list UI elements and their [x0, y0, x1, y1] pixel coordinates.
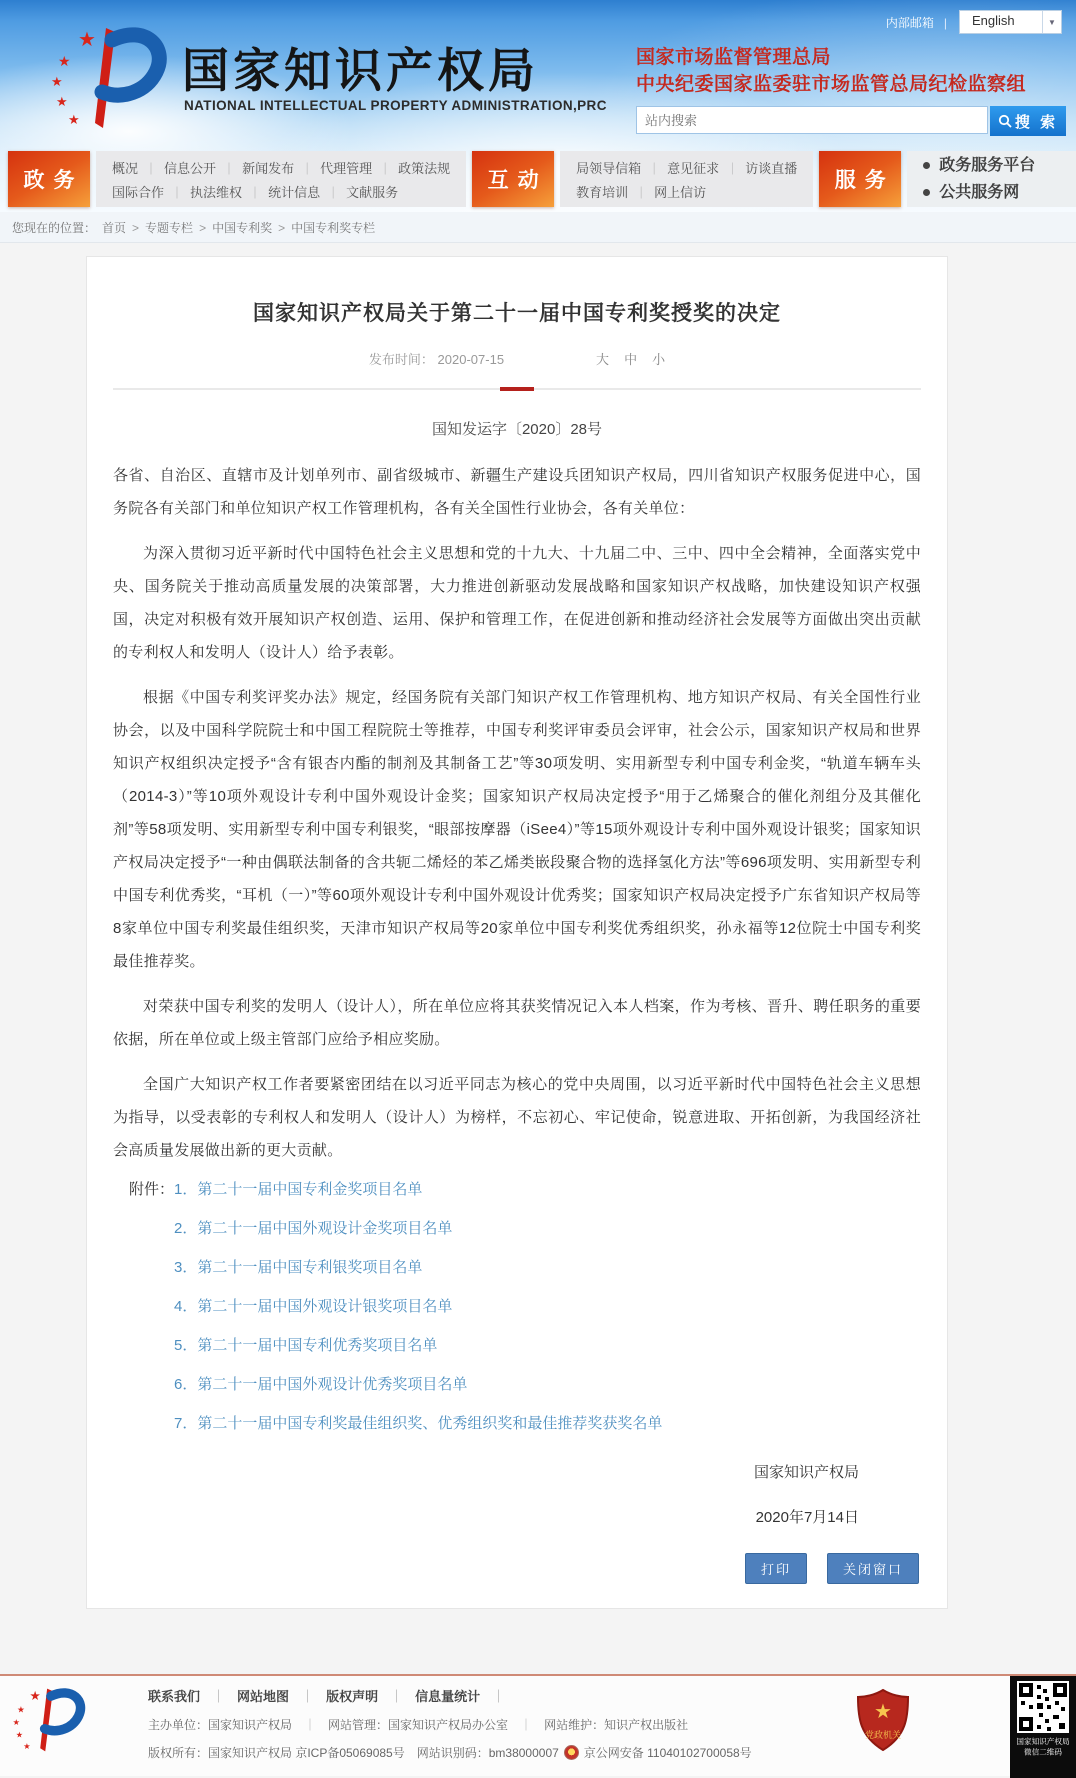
svg-text:★: ★ [23, 1741, 31, 1751]
footer-copyright-row [148, 1744, 1076, 1761]
chevron-down-icon[interactable]: ▼ [1042, 11, 1061, 33]
nav-section-zhengwu[interactable]: 政务 [8, 151, 90, 207]
org-line-1: 国家市场监督管理总局 [636, 47, 832, 68]
title-divider [113, 388, 921, 390]
star-icon: ★ [78, 29, 96, 51]
nav-link-zhifaweiquan[interactable]: 执法维权 ｜ [190, 182, 268, 201]
breadcrumb-home[interactable]: 首页 > [102, 219, 145, 236]
content-area [0, 243, 1076, 1672]
nav-link-wangshangxinfang[interactable]: 网上信访 [654, 184, 707, 200]
svg-text:★: ★ [68, 112, 80, 127]
font-size-medium[interactable]: 中 [624, 352, 638, 367]
footer-manager: 网站管理：国家知识产权局办公室 ｜ [328, 1716, 544, 1733]
nav-link-fangtanzhibo[interactable]: 访谈直播 [745, 160, 798, 176]
svg-text:★: ★ [12, 1718, 20, 1728]
publish-date: 2020-07-15 [437, 352, 505, 367]
language-label: English [972, 13, 1015, 28]
language-dropdown[interactable] [959, 10, 1062, 34]
paragraph-callout: 全国广大知识产权工作者要紧密团结在以习近平同志为核心的党中央周围，以习近平新时代中国特色社会主义思想为指导，以受表彰的专利权人和发明人（设计人）为榜样，不忘初心、牢记使命，锐意进取、开拓创新，为我国经济社会高质量发展做出新的更大贡献。 [113, 1076, 921, 1159]
nav-link-wenxianfuwu[interactable]: 文献服务 [346, 184, 399, 200]
article-title: 国家知识产权局关于第二十一届中国专利奖授奖的决定 [253, 302, 781, 325]
footer-maintainer: 网站维护：知识产权出版社 [544, 1718, 689, 1732]
paragraph-record: 对荣获中国专利奖的发明人（设计人），所在单位应将其获奖情况记入本人档案，作为考核、晋升、聘任职务的重要依据，所在单位或上级主管部门应给予相应奖励。 [113, 998, 921, 1048]
font-size-switcher [596, 349, 665, 368]
nav-link-jiaoyupeixun[interactable]: 教育培训 ｜ [576, 182, 654, 201]
nav-link-dailiguanli[interactable]: 代理管理 ｜ [320, 158, 398, 177]
internal-mail-link[interactable]: 内部邮箱 | [886, 14, 947, 31]
attachment-link-6[interactable]: 6．第二十一届中国外观设计优秀奖项目名单 [174, 1376, 468, 1393]
signature-org: 国家知识产权局 [753, 1464, 859, 1481]
footer-link-copyright[interactable]: 版权声明 ｜ [326, 1686, 415, 1705]
publish-time [369, 349, 504, 368]
paragraph-purpose: 为深入贯彻习近平新时代中国特色社会主义思想和党的十九大、十九届二中、三中、四中全会精神，全面落实党中央、国务院关于推动高质量发展的决策部署，大力推进创新驱动发展战略和国家知识产权战略，加快建设知识产权强国，决定对积极有效开展知识产权创造、运用、保护和管理工作，在促进创新和推动经济社会发展等方面做出突出贡献的专利权人和发明人（设计人）给予表彰。 [113, 545, 921, 661]
related-org-lines [636, 44, 1026, 98]
nav-section-fuwu[interactable]: 服务 [819, 151, 901, 207]
party-gov-badge-label: 党政机关 [864, 1730, 902, 1740]
attachment-link-3[interactable]: 3．第二十一届中国专利银奖项目名单 [174, 1259, 423, 1276]
article-card [86, 256, 948, 1609]
attachments-list [174, 1179, 662, 1435]
site-search [636, 106, 1066, 136]
zhengwu-menu [96, 151, 466, 207]
article-actions [113, 1553, 921, 1584]
document-number: 国知发运字〔2020〕28号 [431, 421, 603, 438]
search-icon [998, 114, 1012, 128]
service-link-zhengwufuwu[interactable]: 政务服务平台 [923, 155, 1060, 177]
signature-date: 2020年7月14日 [755, 1509, 859, 1526]
attachment-link-4[interactable]: 4．第二十一届中国外观设计银奖项目名单 [174, 1298, 453, 1315]
breadcrumb-prefix: 您现在的位置： [12, 220, 97, 235]
nav-link-xinxigongkai[interactable]: 信息公开 ｜ [164, 158, 242, 177]
nav-section-hudong[interactable]: 互动 [472, 151, 554, 207]
site-title-en: NATIONAL INTELLECTUAL PROPERTY ADMINISTRATION,PRC [184, 98, 607, 113]
nav-link-zhengcefagui[interactable]: 政策法规 [398, 160, 451, 176]
svg-text:★: ★ [874, 1701, 892, 1723]
nav-link-tongjixinxi[interactable]: 统计信息 ｜ [268, 182, 346, 201]
svg-text:★: ★ [58, 53, 71, 69]
footer-security-record[interactable]: 京公网安备 11040102700058号 [583, 1746, 752, 1760]
article-meta [113, 349, 921, 368]
breadcrumb-patent-award[interactable]: 中国专利奖 > [212, 219, 291, 236]
police-badge-icon [564, 1745, 579, 1760]
site-footer [0, 1674, 1076, 1776]
footer-link-stats[interactable]: 信息量统计 ｜ [415, 1686, 517, 1705]
search-input[interactable] [636, 106, 988, 134]
attachments-label: 附件： [129, 1181, 175, 1198]
site-title: 国家知识产权局 [182, 44, 539, 99]
attachments [113, 1179, 921, 1435]
article-body [113, 459, 921, 1167]
nav-link-julingdaoxinxiang[interactable]: 局领导信箱 ｜ [576, 158, 667, 177]
breadcrumb-topics[interactable]: 专题专栏 > [145, 219, 212, 236]
footer-logo [12, 1686, 86, 1759]
footer-link-contact[interactable]: 联系我们 ｜ [148, 1686, 237, 1705]
wechat-qr-code[interactable] [1010, 1676, 1076, 1778]
search-button[interactable] [990, 106, 1066, 136]
attachment-link-7[interactable]: 7．第二十一届中国专利奖最佳组织奖、优秀组织奖和最佳推荐奖获奖名单 [174, 1415, 663, 1432]
footer-links [148, 1686, 1076, 1705]
font-size-small[interactable]: 小 [652, 352, 666, 367]
org-line-2: 中央纪委国家监委驻市场监管总局纪检监察组 [636, 74, 1027, 95]
main-nav [0, 148, 1076, 210]
footer-sponsor-row [148, 1716, 1076, 1733]
breadcrumb-current: 中国专利奖专栏 [291, 220, 376, 235]
svg-text:★: ★ [15, 1730, 24, 1740]
hudong-menu [560, 151, 813, 207]
nav-link-xinwenfabu[interactable]: 新闻发布 ｜ [242, 158, 320, 177]
qr-caption-line1: 国家知识产权局 [1016, 1737, 1070, 1747]
nipa-logo [50, 24, 168, 137]
qr-caption-line2: 微信二维码 [1024, 1747, 1062, 1757]
svg-text:★: ★ [29, 1688, 41, 1703]
font-size-large[interactable]: 大 [596, 352, 610, 367]
attachment-link-2[interactable]: 2．第二十一届中国外观设计金奖项目名单 [174, 1220, 453, 1237]
publish-label: 发布时间： [368, 352, 434, 367]
service-link-gonggongfuwu[interactable]: 公共服务网 [923, 182, 1060, 204]
close-window-button[interactable]: 关闭窗口 [827, 1553, 919, 1584]
attachment-link-1[interactable]: 1．第二十一届中国专利金奖项目名单 [174, 1181, 423, 1198]
topbar [886, 10, 1062, 34]
footer-link-sitemap[interactable]: 网站地图 ｜ [237, 1686, 326, 1705]
footer-icp: 版权所有：国家知识产权局 京ICP备05069085号 网站识别码：bm38000007 [148, 1746, 559, 1760]
paragraph-awards: 根据《中国专利奖评奖办法》规定，经国务院有关部门知识产权工作管理机构、地方知识产权局、有关全国性行业协会，以及中国科学院院士和中国工程院院士等推荐，中国专利奖评审委员会评审，社会公示，国家知识产权局和世界知识产权组织决定授予“含有银杏内酯的制剂及其制备工艺”等30项发明、实用新型专利中国专利金奖，“轨道车辆车头（2014-3）”等10项外观设计专利中国外观设计金奖；国家知识产权局决定授予“用于乙烯聚合的催化剂组分及其催化剂”等58项发明、实用新型专利中国专利银奖，“眼部按摩器（iSee4）”等15项外观设计专利中国外观设计银奖；国家知识产权局决定授予“一种由偶联法制备的含共轭二烯烃的苯乙烯类嵌段聚合物的选择氢化方法”等696项发明、实用新型专利中国专利优秀奖，“耳机（一）”等60项外观设计专利中国外观设计优秀奖；国家知识产权局决定授予广东省知识产权局等8家单位中国专利奖最佳组织奖，天津市知识产权局等20家单位中国专利奖优秀组织奖，孙永福等12位院士中国专利奖最佳推荐奖。 [113, 689, 921, 970]
site-header [0, 0, 1076, 212]
svg-text:★: ★ [51, 74, 63, 89]
footer-sponsor: 主办单位：国家知识产权局 ｜ [148, 1716, 328, 1733]
nav-link-yijianzhengqiu[interactable]: 意见征求 ｜ [667, 158, 745, 177]
fuwu-menu [907, 151, 1076, 207]
nav-link-gaikuang[interactable]: 概况 ｜ [112, 158, 164, 177]
paragraph-addressees: 各省、自治区、直辖市及计划单列市、副省级城市、新疆生产建设兵团知识产权局，四川省知识产权服务促进中心，国务院各有关部门和单位知识产权工作管理机构，各有关全国性行业协会，各有关单位： [113, 467, 921, 517]
party-gov-badge[interactable] [856, 1688, 910, 1757]
attachment-link-5[interactable]: 5．第二十一届中国专利优秀奖项目名单 [174, 1337, 438, 1354]
svg-text:★: ★ [17, 1704, 25, 1715]
print-button[interactable]: 打印 [745, 1553, 807, 1584]
nav-link-guojihezuo[interactable]: 国际合作 ｜ [112, 182, 190, 201]
search-button-label: 搜 索 [1014, 113, 1059, 131]
svg-text:★: ★ [56, 94, 68, 109]
divider-accent [500, 387, 534, 391]
breadcrumb [0, 212, 1076, 243]
